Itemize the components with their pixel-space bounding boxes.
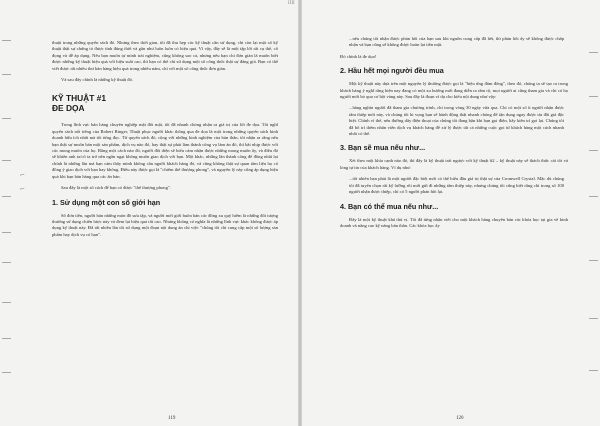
exclamation-line: Đó chính là đe dọa! xyxy=(340,53,377,59)
margin-bracket-icon: ⌐ xyxy=(20,186,26,193)
quote-paragraph-2: ...hàng nghìn người đã tham gia chương trình, chỉ trong vòng 30 ngày vừa qua. Chỉ có một số ít người nhận được tấm thiệp mời này, và chúng tôi hi vọng bạn sẽ hành động thật nhanh chóng để tận dụng ngay được ưu đãi giá đặc biệt. Chính vì thế, nếu đường dây điện thoại của chúng tôi đang bận khi bạn gọi điện, hãy kiên trì gọi lại. Chúng tôi đã bổ trí thêm nhân viên dịch vụ khách hàng để xử lý được tất cả những cuộc gọi từ khách hàng một cách nhanh nhất có thể. xyxy=(349,105,564,137)
right-page xyxy=(340,0,568,426)
left-edge-marks xyxy=(0,0,14,426)
top-scan-mark: IIII xyxy=(288,1,295,6)
page-number-left: 119 xyxy=(168,416,176,421)
right-edge-marks xyxy=(586,0,600,426)
left-page xyxy=(52,0,278,426)
section-2-paragraph: Một kỹ thuật này dựa trên một nguyên lý thường được gọi là "hiệu ứng đám đông", theo đó, chúng ta sẽ tạo ra trong khách hàng ý nghĩ rằng hiện nay đang có một xu hướng mới đang diễn ra rầm rộ, mọi người ai cũng tham gia và chỉ có họ người mới bỏ qua cơ hội vàng này. Sau đây là đoạn ví dụ cho kiểu nội dung như vậy: xyxy=(340,81,568,100)
technique-subtitle: ĐE DỌA xyxy=(52,103,85,114)
technique-title: KỸ THUẬT #1 xyxy=(52,93,106,104)
section-heading-1: 1. Sử dụng một con số giới hạn xyxy=(52,197,161,207)
lead-paragraph: Và sau đây chính là những kỹ thuật đó. xyxy=(61,77,134,83)
section-heading-4: 4. Bạn có thể mua nếu như... xyxy=(340,201,439,211)
quote-paragraph-1: ...nếu chúng tôi nhận được phản hồi của bạn sau khi nguồn cung cấp đã hết, thì phản hồi ấy sẽ không được chấp nhận và bạn cũng sẽ không được hoàn lại tiền mặt. xyxy=(349,36,564,48)
section-3-paragraph: Xét theo một khía cạnh nào đó, thì đây là kỹ thuật trái ngược với kỹ thuật #2 – kỹ thuật này sẽ thách thức cái tôi và lòng tự tin của khách hàng. Ví dụ như: xyxy=(340,158,568,170)
section-heading-3: 3. Bạn sẽ mua nếu như... xyxy=(340,143,426,153)
section-4-paragraph: Đây là một kỹ thuật khá thú vị. Tôi đã từng nhận viết cho một khách hàng chuyên bán các khóa học tại gia về kinh doanh và nâng cao kỹ năng bán thân. Các khóa học ấy xyxy=(340,216,568,228)
quote-paragraph-3: ...tốt nhiên bạn phải là một người đặc biệt mới có thể hiểu đầu giá trị thật sự của Cromwell Crystal. Mặc dù chúng tôi đã tuyển chọn rất kỹ lưỡng rồi mới gửi đi những tấm thiệp này, nhưng chúng tôi cũng biết rằng chỉ trong số 100 người nhận được thiệp, chỉ có 5 người phản hồi lại. xyxy=(349,176,564,195)
section-heading-2: 2. Hầu hết mọi người đều mua xyxy=(340,66,444,76)
body-paragraph: Trong lĩnh vực bán hàng chuyên nghiệp mặt đối mặt, tôi đã nhanh chóng nhận ra giá trị của lời đe dọa. Tôi nghĩ quyển sách nổi tiếng của Robert Ringer, Thuật phục người khác thông qua đe dọa là một trong những quyển sách kinh doanh hữu ích nhất mà tôi từng đọc. Từ quyển sách đó, cộng với những kinh nghiệm của bản thân, tôi nhận ra rằng nếu bạn thật sự muốn bán một sản phẩm, dịch vụ nào đó, hay thật sự phải làm thành công vụ làm ăn đó, thì bắt nhịp được với các mong muốn của họ. Bằng một cách nào đó, người đối diện sẽ hiểu cảm nhận được những mong muốn ấy, và điều đó sẽ khiến anh ta/cô ta trở nên ngần ngại không muốn giao dịch với bạn. Một khác, những lần thành công để đồng nhất lại chính là những lần mà bạn cảm thấy mình không cần người khách hàng đó, và cũng không thật sự quan tâm liệu họ có đồng ý giao dịch với bạn hay không. Điều này được gọi là "chiếm thế thượng phong", và nguyên lý này cũng áp dụng hiệu quả khi bạn bán hàng qua các ấn bản. xyxy=(52,122,278,179)
book-gutter xyxy=(298,0,302,426)
after-paragraph: Sau đây là một số cách để bạn có được "thế thượng phong". xyxy=(61,185,171,191)
section-1-paragraph: Số đơn tiền, người bán những món đồ sưu tập, và người mới giới buôn bán các đồng xu quý hiếm là những đối tượng thường sử dụng chiến lược này và đem lại hiệu quả rất cao. Nhưng không có nghĩa là những lĩnh vực khác không được áp dụng kỹ thuật này. Đã rất nhiều lần tôi sử dụng một đoạn nội dung ản chỉ việc "chúng tôi chỉ cung cấp một số lượng sản phẩm hay dịch vụ có hạn". xyxy=(52,212,278,237)
intro-paragraph: thuật trong những quyển sách đó. Nhưng theo thời gian, tôi đã thu hẹp các kỹ thuật cần sử dụng, chỉ còn lại một số kỹ thuật thật sự chứng tỏ được tính đúng thời và gần như luôn luôn có hiệu quả. Vì vậy, đây sẽ là một tập lời rất cụ thể, cô đọng và dễ áp dụng. Nếu bạn muốn tự mình trải nghiệm, cũng không sao cả, nhưng nếu bạn chỉ đơn giản là muốn biết được những kỹ thuật hiệu quả với hiệu suất cao, thì bạn có thể chỉ sử dụng một số công thức thật sự đáng giá. Bạn có thể viết được rất nhiều thư bán hàng hiệu quả trong nhiều năm, chỉ với một số công thức đơn giản. xyxy=(52,40,278,71)
page-number-right: 120 xyxy=(456,416,464,421)
margin-bracket-icon: ⌐ xyxy=(20,172,26,179)
